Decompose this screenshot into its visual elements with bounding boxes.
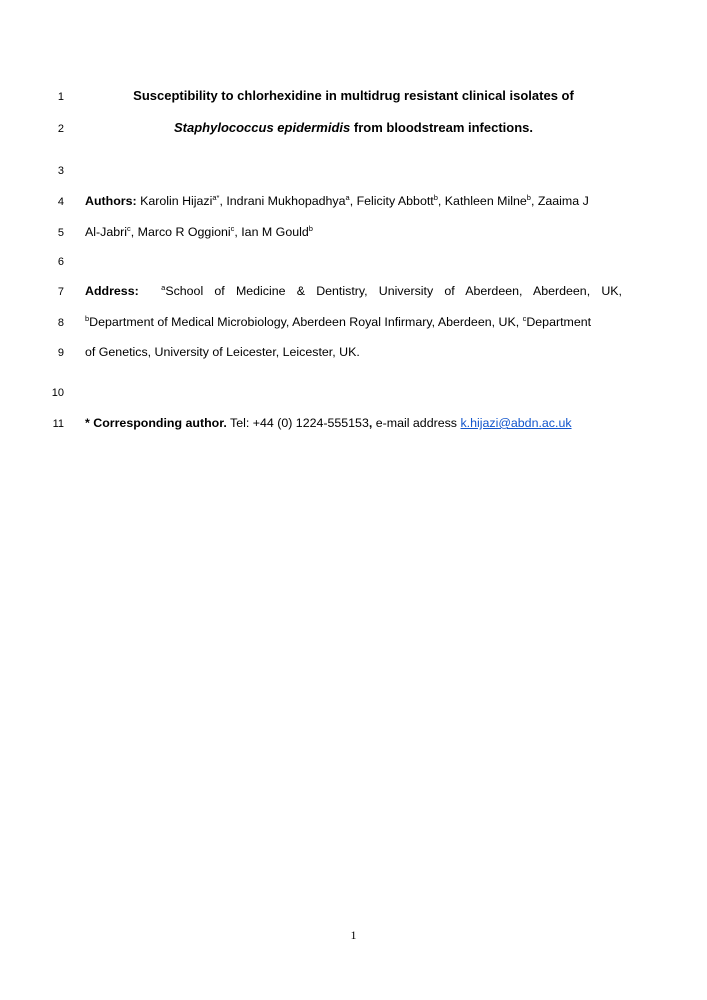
affiliation-a: School of Medicine & Dentistry, University of Aberdeen, Aberdeen, UK, <box>165 284 622 298</box>
author-name: Al-Jabri <box>85 225 127 239</box>
line-number-11: 11 <box>52 418 64 430</box>
line-number-2: 2 <box>57 123 64 135</box>
line-number-8: 8 <box>57 317 64 329</box>
affiliation-sup: b <box>433 193 438 202</box>
line-number-10: 10 <box>51 387 64 399</box>
affiliation-sup: a* <box>212 193 220 202</box>
address-label: Address: <box>85 284 139 298</box>
author-name: , Felicity Abbott <box>349 194 434 208</box>
author-name: , Indrani Mukhopadhya <box>219 194 346 208</box>
affiliation-sup: c <box>230 224 235 233</box>
affiliation-sup: b <box>308 224 313 233</box>
title-line-1 <box>85 88 622 104</box>
affiliation-sup: c <box>127 224 131 233</box>
title-species: Staphylococcus epidermidis <box>173 120 351 135</box>
author-name: Karolin Hijazi <box>136 194 213 208</box>
author-name: , Marco R Oggioni <box>130 225 231 239</box>
line-number-4: 4 <box>57 196 64 208</box>
authors-label: Authors: <box>85 194 137 208</box>
email-label: e-mail address <box>372 416 461 430</box>
authors-line-1 <box>85 193 622 209</box>
author-name: , Ian M Gould <box>234 225 309 239</box>
affiliation-sup: b <box>526 193 531 202</box>
affiliation-b: Department of Medical Microbiology, Aberdeen Royal Infirmary, Aberdeen, UK, <box>89 315 523 329</box>
affiliation-sup: b <box>85 314 90 323</box>
affiliation-sup: c <box>522 314 527 323</box>
affiliation-c-end: of Genetics, University of Leicester, Leicester, UK. <box>85 345 360 359</box>
line-number-7: 7 <box>57 286 64 298</box>
corresponding-comma: , <box>368 416 373 430</box>
title-text-1: Susceptibility to chlorhexidine in multidrug resistant clinical isolates of <box>133 88 574 103</box>
line-number-3: 3 <box>57 165 64 177</box>
title-text-2: from bloodstream infections. <box>350 120 534 135</box>
title-line-2 <box>85 120 622 136</box>
corresponding-label: * Corresponding author. <box>85 416 227 430</box>
line-number-1: 1 <box>57 91 64 103</box>
affiliation-sup: a <box>345 193 350 202</box>
line-number-9: 9 <box>57 347 64 359</box>
affiliation-c-start: Department <box>526 315 592 329</box>
authors-line-2 <box>85 224 622 240</box>
address-line-1 <box>85 283 622 299</box>
corresponding-author-line <box>85 415 622 431</box>
page-number: 1 <box>350 928 357 942</box>
corresponding-tel: Tel: +44 (0) 1224-555153 <box>226 416 369 430</box>
email-link[interactable]: k.hijazi@abdn.ac.uk <box>460 416 572 430</box>
line-number-6: 6 <box>57 256 64 268</box>
line-number-5: 5 <box>57 227 64 239</box>
address-line-2 <box>85 314 622 330</box>
author-name: , Kathleen Milne <box>437 194 527 208</box>
affiliation-sup: a <box>161 283 166 292</box>
address-line-3 <box>85 344 622 360</box>
author-name: , Zaaima J <box>530 194 589 208</box>
